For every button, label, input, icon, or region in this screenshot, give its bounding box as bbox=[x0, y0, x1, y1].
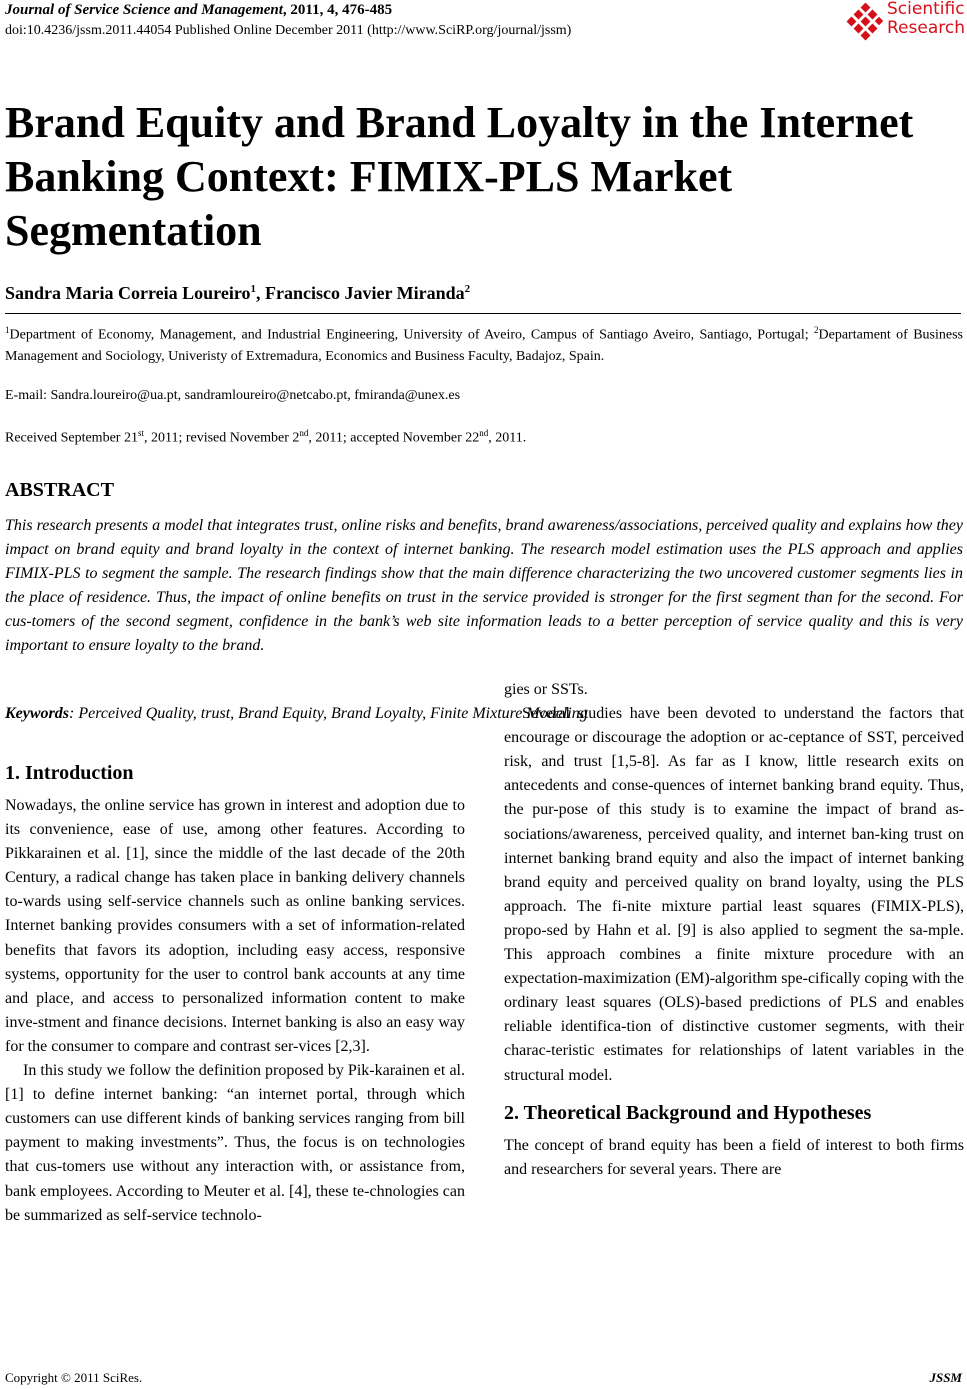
abstract-text: This research presents a model that integrates trust, online risks and benefits, brand awareness/associations, perceived quality and explains how they impact on brand equity and brand loyalty in the context of internet banking. The research model estimation uses the PLS approach and applies FIMIX-PLS to segment the sample. The research findings show that the main difference characterizing the two uncovered customer segments lies in the place of residence. Thus, the impact of online benefits on trust in the service provided is stronger for the first segment than for the second. For cus-tomers of the second segment, confidence in the bank’s web site information leads to a better perception of service quality and this is very important to ensure loyalty to the brand. bbox=[5, 517, 963, 654]
copyright-footer: Copyright © 2011 SciRes. bbox=[5, 1370, 143, 1385]
ordinal-suffix: st bbox=[137, 428, 144, 438]
journal-name: Journal of Service Science and Management bbox=[5, 2, 283, 18]
journal-meta: , 2011, 4, 476-485 bbox=[282, 2, 393, 18]
logo-text bbox=[887, 0, 965, 38]
affiliation-marker: 1 bbox=[5, 325, 10, 335]
received-dates bbox=[5, 428, 526, 447]
affiliation-marker: 1 bbox=[250, 283, 256, 295]
logo-line-1: Scientific bbox=[887, 0, 965, 19]
ordinal-suffix: nd bbox=[299, 428, 309, 438]
publisher-logo bbox=[846, 0, 966, 44]
affiliation-marker: 2 bbox=[464, 283, 471, 295]
logo-line-2: Research bbox=[887, 18, 965, 38]
journal-citation bbox=[5, 2, 392, 19]
keywords-text: : Perceived Quality, trust, Brand Equity, Brand Loyalty, Finite Mixture Modeling bbox=[69, 705, 588, 722]
author-name: Sandra Maria Correia Loureiro bbox=[5, 283, 251, 303]
body-paragraph: In this study we follow the definition proposed by Pik-karainen et al. [1] to define internet banking: “an internet portal, through which customers can use different kinds of banking services ranging from bill payment to making investments”. Thus, the focus is on technologies that cus-tomers use without any interaction with, or assistance from, bank employees. According to Meuter et al. [4], these te-chnologies can be summarized as self-service technolo- bbox=[5, 1062, 465, 1224]
affiliation-marker: 2 bbox=[814, 325, 819, 335]
body-paragraph: Nowadays, the online service has grown in interest and adoption due to its convenience, ease of use, among other features. According to Pikkarainen et al. [1], since the middle of the last decade of the 20th Century, a radical change has taken place in banking delivery channels to-wards using self-service channels such as online banking services. Internet banking provides consumers with a set of information-related benefits that favors its adoption, including easy access, responsive systems, opportunity for the user to control bank accounts at any time and place, and access to personalized information content to make inve-stment and finance decisions. Internet banking is also an easy way for the consumer to compare and contrast ser-vices [2,3]. bbox=[5, 797, 465, 1055]
abstract-heading: ABSTRACT bbox=[5, 479, 114, 501]
body-paragraph: Several studies have been devoted to understand the factors that encourage or discourage the adoption or ac-ceptance of SST, perceived risk, and trust [1,5-8]. As far as I know, little research exits on antecedents and conse-quences of internet banking brand equity. Thus, the pur-pose of this study is to examine the impact of brand as-sociations/awareness, perceived quality, and internet ban-king trust on internet banking brand equity and also the impact of internet banking brand equity and perceived quality on brand loyalty, using the PLS approach. The fi-nite mixture partial least squares (FIMIX-PLS), propo-sed by Hahn et al. [9] is also applied to segment the sa-mple. This approach combines a finite mixture procedure with an expectation-maximization (EM)-algorithm spe-cifically coping with the ordinary least squares (OLS)-based predictions of PLS and enables reliable identifica-tion of distinctive customer segments, with their charac-teristic estimates for relationships of latent variables in the structural model. bbox=[504, 705, 964, 1084]
section-heading-introduction: 1. Introduction bbox=[5, 762, 134, 784]
date-text: , 2011. bbox=[488, 430, 527, 446]
keywords-label: Keywords bbox=[5, 705, 69, 722]
body-paragraph: The concept of brand equity has been a field of interest to both firms and researchers for several years. There are bbox=[504, 1136, 964, 1178]
author-list bbox=[5, 283, 470, 304]
author-separator: , bbox=[255, 283, 265, 303]
doi-line: doi:10.4236/jssm.2011.44054 Published Online December 2011 (http://www.SciRP.org/journal/jssm) bbox=[5, 23, 572, 38]
right-column bbox=[504, 678, 964, 1182]
keywords-line bbox=[5, 705, 588, 723]
body-paragraph: gies or SSTs. bbox=[504, 681, 588, 698]
journal-abbreviation-footer: JSSM bbox=[929, 1370, 962, 1385]
affiliation-text: Departament of Business Management and Sociology, Univeristy of Extremadura, Economics and Business Faculty, Badajoz, Spain. bbox=[5, 327, 963, 364]
email-line: E-mail: Sandra.loureiro@ua.pt, sandramloureiro@netcabo.pt, fmiranda@unex.es bbox=[5, 388, 461, 403]
section-heading-theory: 2. Theoretical Background and Hypotheses bbox=[504, 1101, 872, 1124]
affiliation-text: Department of Economy, Management, and Industrial Engineering, University of Aveiro, Campus of Santiago Aveiro, Santiago, Portugal; bbox=[9, 327, 815, 343]
author-name: Francisco Javier Miranda bbox=[264, 283, 465, 303]
scirp-logo-icon bbox=[846, 3, 884, 41]
header-divider bbox=[5, 313, 961, 314]
date-text: , 2011; accepted November 22 bbox=[308, 430, 480, 446]
ordinal-suffix: nd bbox=[479, 428, 489, 438]
affiliations bbox=[5, 320, 963, 367]
left-column bbox=[5, 760, 465, 1228]
paper-title: Brand Equity and Brand Loyalty in the Internet Banking Context: FIMIX-PLS Market Segmentation bbox=[5, 98, 914, 255]
date-text: , 2011; revised November 2 bbox=[143, 430, 300, 446]
date-text: Received September 21 bbox=[5, 430, 138, 446]
